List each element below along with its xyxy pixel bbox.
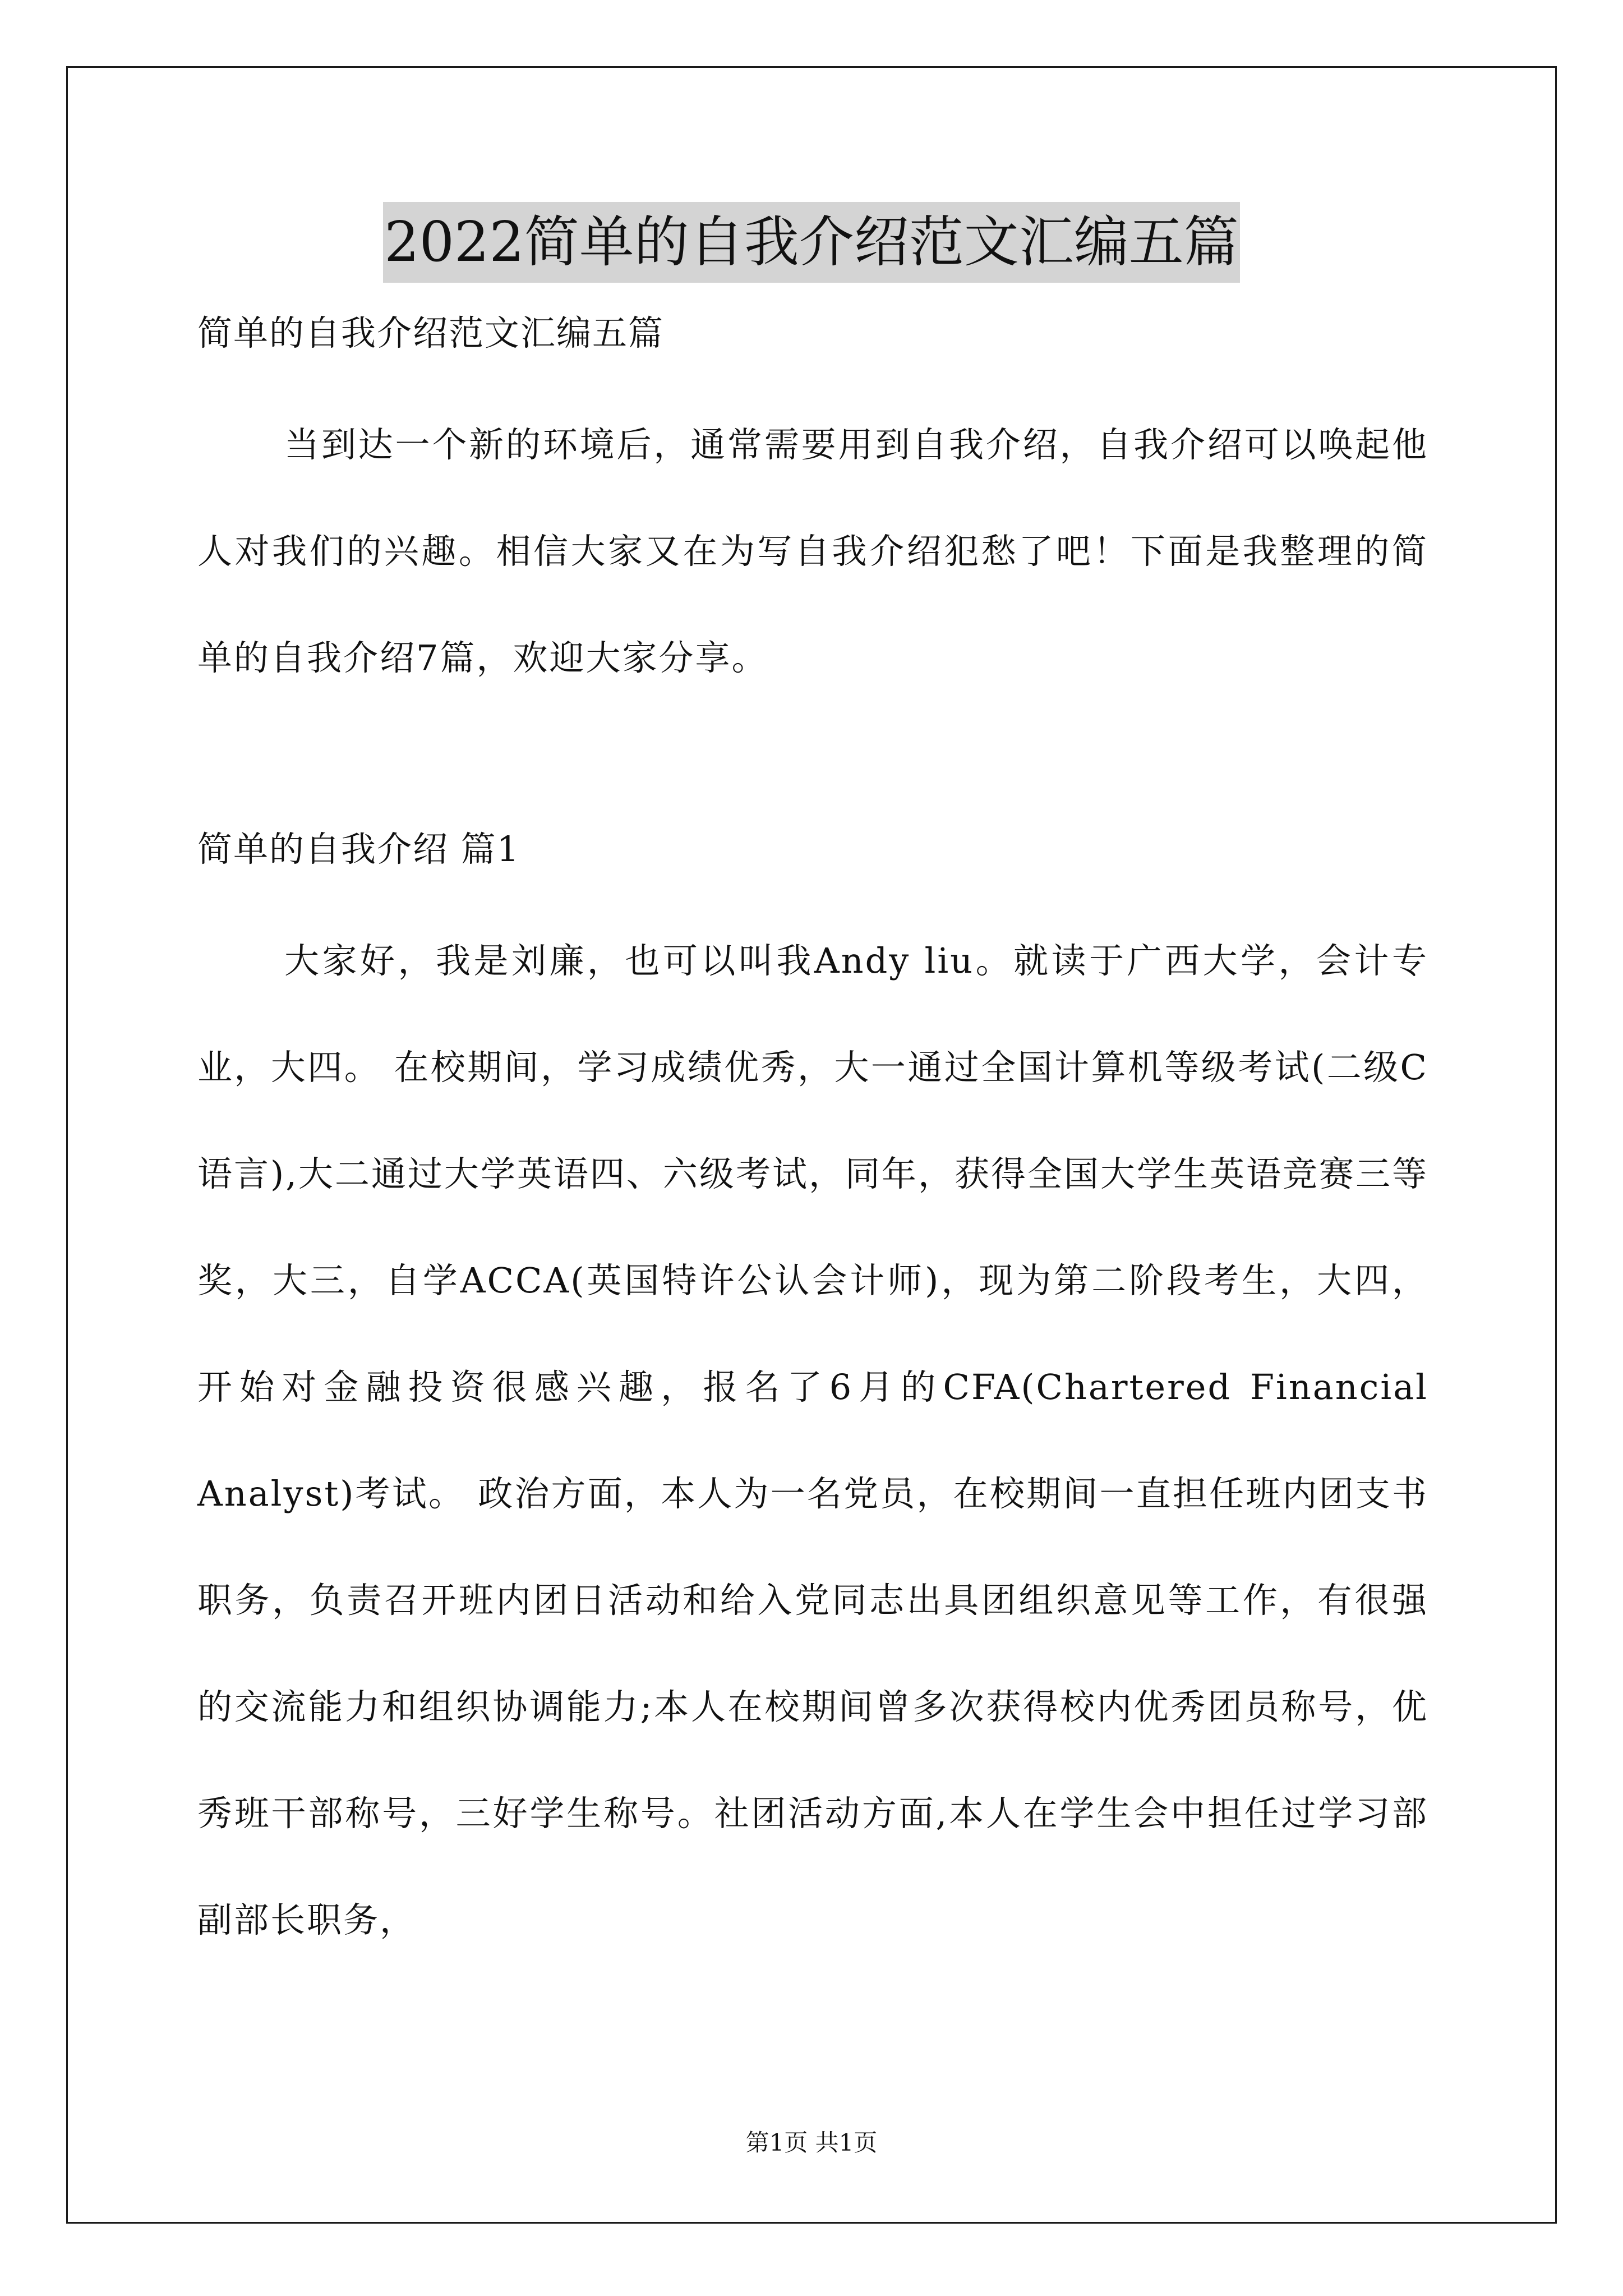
document-title: 2022简单的自我介绍范文汇编五篇 <box>383 202 1239 283</box>
document-body <box>197 307 1428 1973</box>
title-container <box>0 202 1623 283</box>
section-heading: 简单的自我介绍 篇1 <box>197 829 520 869</box>
page-footer: 第1页 共1页 <box>745 2129 878 2156</box>
section-body-paragraph: 大家好，我是刘廉，也可以叫我Andy liu。就读于广西大学，会计专业，大四。 在校期间，学习成绩优秀，大一通过全国计算机等级考试(二级C语言),大二通过大学英语四、六级考试，同年，获得全国大学生英语竞赛三等奖，大三，自学ACCA(英国特许公认会计师)，现为第二阶段考生，大四，开始对金融投资很感兴趣，报名了6月的CFA(Chartered Financial Analyst)考试。 政治方面，本人为一名党员，在校期间一直担任班内团支书职务，负责召开班内团日活动和给入党同志出具团组织意见等工作，有很强的交流能力和组织协调能力;本人在校期间曾多次获得校内优秀团员称号，优秀班干部称号，三好学生称号。社团活动方面,本人在学生会中担任过学习部副部长职务， <box>197 940 1428 1940</box>
intro-paragraph: 当到达一个新的环境后，通常需要用到自我介绍，自我介绍可以唤起他人对我们的兴趣。相信大家又在为写自我介绍犯愁了吧！下面是我整理的简单的自我介绍7篇，欢迎大家分享。 <box>197 424 1428 678</box>
document-subtitle: 简单的自我介绍范文汇编五篇 <box>197 312 665 353</box>
